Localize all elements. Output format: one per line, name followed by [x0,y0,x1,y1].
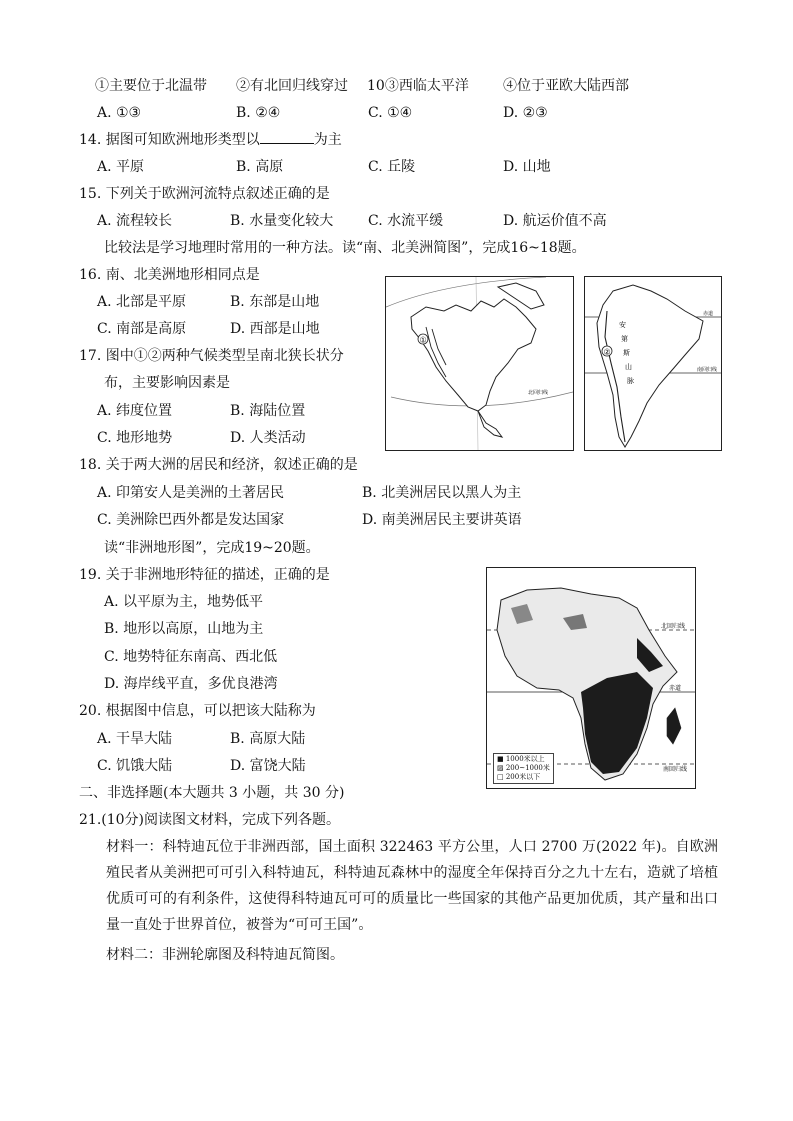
q14-opt-b: B. 高原 [236,159,284,175]
q14-stem-post: 为主 [313,132,342,148]
q13-opt-a: A. ①③ [97,105,142,121]
q21-material-1 [106,834,718,938]
q20-opt-a: A. 干旱大陆 [97,731,173,747]
q19-opt-a: A. 以平原为主，地势低平 [104,594,264,610]
section-2-heading: 二、非选择题(本大题共 3 小题，共 30 分) [79,785,345,801]
q19-opt-c: C. 地势特征东南高、西北低 [104,649,278,665]
q14-opt-d: D. 山地 [503,159,551,175]
q13-opt-b: B. ②④ [236,105,281,121]
q14-opt-c: C. 丘陵 [368,159,416,175]
na-tropic-label: 北回归线 [528,390,549,396]
q20-opt-d: D. 富饶大陆 [230,758,306,774]
q15-opt-a: A. 流程较长 [97,213,173,229]
q17-opt-b: B. 海陆位置 [230,403,306,419]
q18-opt-d: D. 南美洲居民主要讲英语 [362,512,522,528]
q17-opt-c: C. 地形地势 [97,430,173,446]
q17-stem-line1: 17. 图中①②两种气候类型呈南北狭长状分 [79,348,344,364]
legend-item-high: ■ 1000米以上 [497,755,545,763]
material-1-label: 材料一： [106,839,163,855]
q20-opt-b: B. 高原大陆 [230,731,306,747]
sa-equator-label: 赤道 [703,311,714,317]
q16-opt-b: B. 东部是山地 [230,294,320,310]
q14-answer-blank[interactable] [260,131,314,144]
q13-stmt-3: 10③西临太平洋 [367,78,469,94]
q13-stmt-2: ②有北回归线穿过 [236,78,348,94]
q17-opt-a: A. 纬度位置 [97,403,173,419]
q15-stem: 15. 下列关于欧洲河流特点叙述正确的是 [79,186,330,202]
q13-stmt-4: ④位于亚欧大陆西部 [503,78,629,94]
q19-stem: 19. 关于非洲地形特征的描述，正确的是 [79,567,330,583]
q17-opt-d: D. 人类活动 [230,430,306,446]
q20-opt-c: C. 饥饿大陆 [97,758,173,774]
q14-stem-pre: 14. 据图可知欧洲地形类型以 [79,132,260,148]
intro-16-18: 比较法是学习地理时常用的一种方法。读“南、北美洲简图”，完成16~18题。 [104,240,586,256]
q21-stem: 21.(10分)阅读图文材料，完成下列各题。 [79,812,341,828]
south-america-map-svg [585,277,721,450]
q18-opt-a: A. 印第安人是美洲的土著居民 [97,485,285,501]
andes-char-5: 脉 [627,377,634,385]
q18-stem: 18. 关于两大洲的居民和经济，叙述正确的是 [79,457,358,473]
legend-item-mid: ▨ 200~1000米 [497,764,550,772]
q19-opt-d: D. 海岸线平直，多优良港湾 [104,676,278,692]
intro-19-20: 读“非洲地形图”，完成19~20题。 [104,540,320,556]
q16-opt-d: D. 西部是山地 [230,321,320,337]
andes-char-3: 斯 [623,349,630,357]
q17-stem-line2: 布，主要影响因素是 [104,375,230,391]
q15-opt-d: D. 航运价值不高 [503,213,607,229]
andes-char-1: 安 [619,321,626,329]
legend-high-label: 1000米以上 [505,755,545,763]
climate-label-2: ② [603,347,611,357]
q14-stem [79,131,342,149]
legend-mid-label: 200~1000米 [505,764,550,772]
q13-opt-d: D. ②③ [503,105,548,121]
south-america-map [584,276,722,451]
legend-low-label: 200米以下 [505,773,541,781]
andes-char-4: 山 [625,363,632,371]
north-america-map [385,276,574,451]
q15-opt-b: B. 水量变化较大 [230,213,334,229]
q13-stmt-1: ①主要位于北温带 [95,78,207,94]
q16-stem: 16. 南、北美洲地形相同点是 [79,267,260,283]
q16-opt-c: C. 南部是高原 [97,321,187,337]
af-equator-label: 赤道 [669,685,682,692]
q20-stem: 20. 根据图中信息，可以把该大陆称为 [79,703,316,719]
material-1-text: 科特迪瓦位于非洲西部，国土面积 322463 平方公里，人口 2700 万(2022 年)。自欧洲殖民者从美洲把可可引入科特迪瓦，科特迪瓦森林中的湿度全年保持百分之九十左右，造就了培植优质可可的有利条件，这使得科特迪瓦可可的质量比一些国家的其他产品更加优质，其产量和出口量一直处于世界首位，被誉为“可可王国”。 [106,839,719,933]
q13-opt-c: C. ①④ [368,105,413,121]
q14-opt-a: A. 平原 [97,159,145,175]
climate-label-1: ① [419,335,427,345]
africa-terrain-map [486,567,696,789]
q21-material-2: 材料二：非洲轮廓图及科特迪瓦简图。 [106,947,344,963]
q15-opt-c: C. 水流平缓 [368,213,444,229]
q16-opt-a: A. 北部是平原 [97,294,187,310]
north-america-map-svg [386,277,573,450]
andes-char-2: 第 [621,335,628,343]
af-south-tropic-label: 南回归线 [663,766,688,773]
q18-opt-b: B. 北美洲居民以黑人为主 [362,485,522,501]
legend-item-low: □ 200米以下 [497,773,541,781]
af-north-tropic-label: 北回归线 [661,623,686,630]
africa-map-legend [493,753,554,784]
q19-opt-b: B. 地形以高原，山地为主 [104,621,264,637]
sa-tropic-label: 南回归线 [697,367,718,373]
q18-opt-c: C. 美洲除巴西外都是发达国家 [97,512,285,528]
